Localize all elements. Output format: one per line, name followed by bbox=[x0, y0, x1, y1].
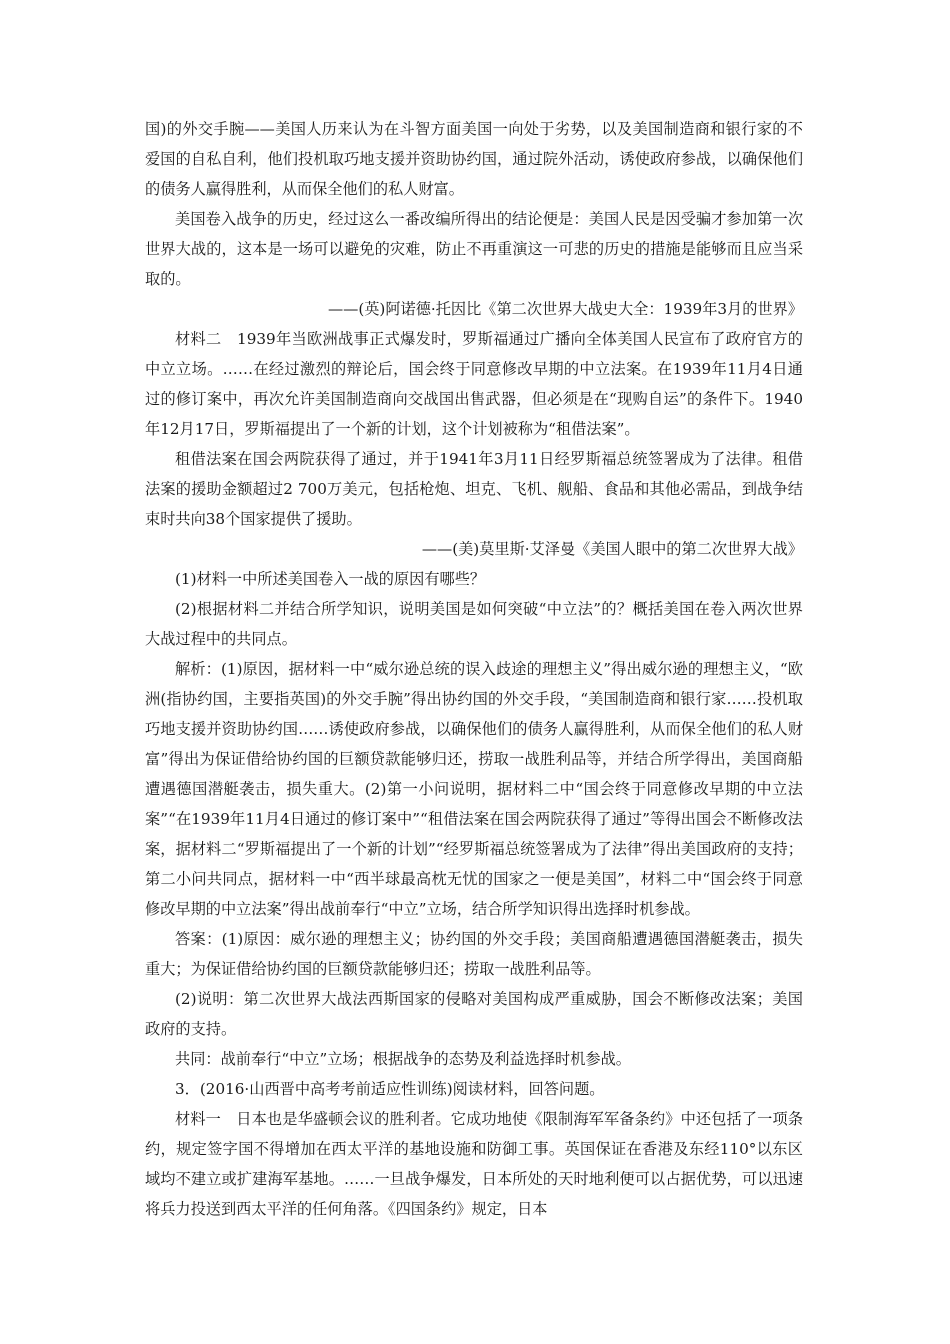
answer-part-2: (2)说明：第二次世界大战法西斯国家的侵略对美国构成严重威胁，国会不断修改法案；美国政府的支持。 bbox=[145, 990, 803, 1038]
answer-common-points: 共同：战前奉行“中立”立场；根据战争的态势及利益选择时机参战。 bbox=[175, 1050, 631, 1068]
paragraph-material1-end: 国)的外交手腕——美国人历来认为在斗智方面美国一向处于劣势，以及美国制造商和银行家的不爱国的自私自利，他们投机取巧地支援并资助协约国，通过院外活动，诱使政府参战，以确保他们的债务人赢得胜利，从而保全他们的私人财富。 bbox=[145, 120, 803, 198]
question-3-heading: 3．(2016·山西晋中高考考前适应性训练)阅读材料，回答问题。 bbox=[175, 1080, 605, 1098]
paragraph-lend-lease: 租借法案在国会两院获得了通过，并于1941年3月11日经罗斯福总统签署成为了法律。租借法案的援助金额超过2 700万美元，包括枪炮、坦克、飞机、舰船、食品和其他必需品，到战争结束时共向38个国家提供了援助。 bbox=[145, 450, 803, 528]
paragraph-material2: 材料二 1939年当欧洲战事正式爆发时，罗斯福通过广播向全体美国人民宣布了政府官方的中立立场。……在经过激烈的辩论后，国会终于同意修改早期的中立法案。在1939年11月4日通过的修订案中，再次允许美国制造商向交战国出售武器，但必须是在“现购自运”的条件下。1940年12月17日，罗斯福提出了一个新的计划，这个计划被称为“租借法案”。 bbox=[145, 330, 803, 438]
document-page bbox=[145, 114, 803, 1224]
source-citation-2: ——(美)莫里斯·艾泽曼《美国人眼中的第二次世界大战》 bbox=[421, 540, 803, 558]
question-2: (2)根据材料二并结合所学知识，说明美国是如何突破“中立法”的？概括美国在卷入两次世界大战过程中的共同点。 bbox=[145, 600, 803, 648]
paragraph-conclusion: 美国卷入战争的历史，经过这么一番改编所得出的结论便是：美国人民是因受骗才参加第一次世界大战的，这本是一场可以避免的灾难，防止不再重演这一可悲的历史的措施是能够而且应当采取的。 bbox=[145, 210, 803, 288]
analysis-paragraph: 解析：(1)原因，据材料一中“威尔逊总统的误入歧途的理想主义”得出威尔逊的理想主义，“欧洲(指协约国，主要指英国)的外交手腕”得出协约国的外交手段，“美国制造商和银行家……投机取巧地支援并资助协约国……诱使政府参战，以确保他们的债务人赢得胜利，从而保全他们的私人财富”得出为保证借给协约国的巨额贷款能够归还，捞取一战胜利品等，并结合所学得出，美国商船遭遇德国潜艇袭击，损失重大。(2)第一小问说明，据材料二中“国会终于同意修改早期的中立法案”“在1939年11月4日通过的修订案中”“租借法案在国会两院获得了通过”等得出国会不断修改法案，据材料二“罗斯福提出了一个新的计划”“经罗斯福总统签署成为了法律”得出美国政府的支持；第二小问共同点，据材料一中“西半球最高枕无忧的国家之一便是美国”，材料二中“国会终于同意修改早期的中立法案”得出战前奉行“中立”立场，结合所学知识得出选择时机参战。 bbox=[145, 660, 803, 918]
source-citation-1: ——(英)阿诺德·托因比《第二次世界大战史大全：1939年3月的世界》 bbox=[327, 300, 803, 318]
paragraph-material1-q3: 材料一 日本也是华盛顿会议的胜利者。它成功地使《限制海军军备条约》中还包括了一项条约，规定签字国不得增加在西太平洋的基地设施和防御工事。英国保证在香港及东经110°以东区域均不建立或扩建海军基地。……一旦战争爆发，日本所处的天时地利便可以占据优势，可以迅速将兵力投送到西太平洋的任何角落。《四国条约》规定，日本 bbox=[145, 1110, 803, 1218]
answer-part-1: 答案：(1)原因：威尔逊的理想主义；协约国的外交手段；美国商船遭遇德国潜艇袭击，损失重大；为保证借给协约国的巨额贷款能够归还；捞取一战胜利品等。 bbox=[145, 930, 803, 978]
question-1: (1)材料一中所述美国卷入一战的原因有哪些？ bbox=[175, 570, 486, 588]
